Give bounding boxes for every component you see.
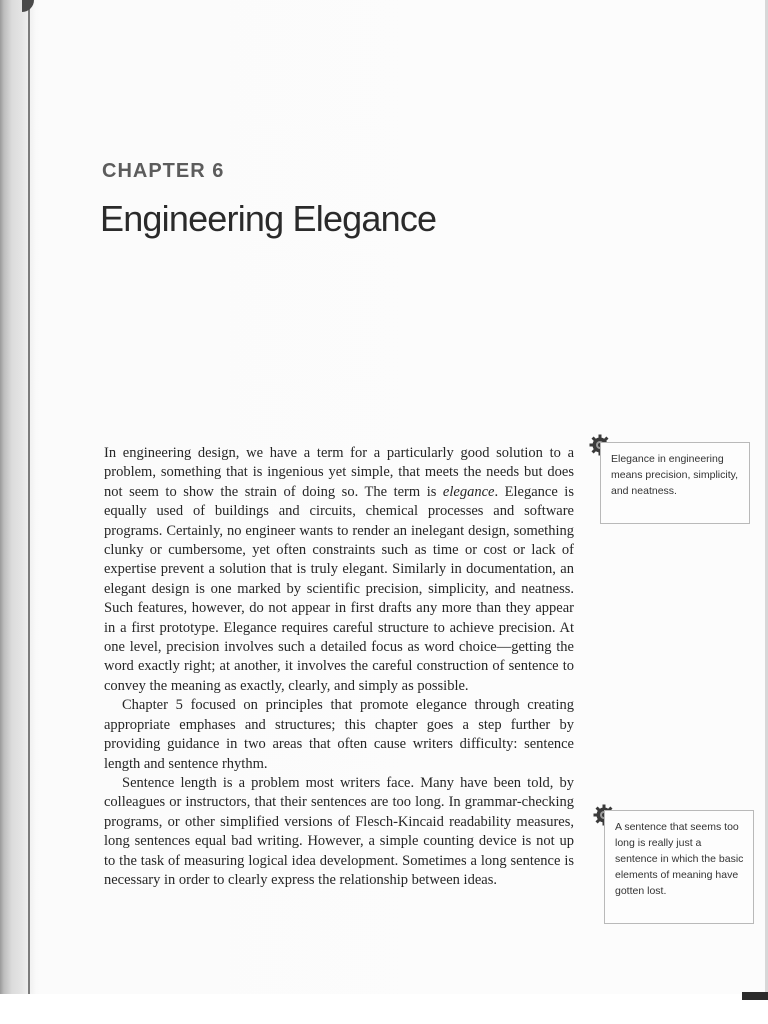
paragraph-1-start: In engineering design, we have a term for a particularly good solution to a problem, something that is ingenious yet simple, that meets the needs but does not seem to show the strain of doing so. The term is [104, 445, 574, 500]
book-spine-shadow [0, 0, 36, 994]
scan-bottom-margin [0, 994, 768, 1024]
margin-note-elegance: Elegance in engineering means precision, simplicity, and neatness. [600, 442, 750, 524]
paragraph-1-rest: . Elegance is equally used of buildings and circuits, chemical processes and software programs. Certainly, no engineer wants to render an inelegant design, something clunky or cumbersome, yet often constraints such as time or cost or lack of expertise prevent a solution that is truly elegant. Similarly in documentation, an elegant design is one marked by scientific precision, simplicity, and neatness. Such features, however, do not appear in first drafts any more than they appear in a first prototype. Elegance requires careful structure to achieve precision. At one level, precision involves such a detailed focus as word choice—getting the word exactly right; at another, it involves the careful construction of sentence to convey the meaning as exactly, clearly, and simply as possible. [104, 483, 574, 694]
margin-note-sentence-length: A sentence that seems too long is really just a sentence in which the basic elements of meaning have gotten lost. [604, 810, 754, 924]
paragraph-3: Sentence length is a problem most writers face. Many have been told, by colleagues or instructors, that their sentences are too long. In grammar-checking programs, or other simplified versions of Flesch-Kincaid readability measures, long sentences equal bad writing. However, a simple counting device is not up to the task of measuring logical idea development. Sometimes a long sentence is necessary in order to clearly express the relationship between ideas. [104, 774, 574, 888]
body-text [104, 444, 574, 890]
chapter-number: CHAPTER 6 [102, 160, 225, 182]
scan-edge-mark [742, 992, 768, 1000]
emphasized-term: elegance [442, 483, 495, 500]
paragraph-2: Chapter 5 focused on principles that promote elegance through creating appropriate emphases and structures; this chapter goes a step further by providing guidance in two areas that often cause writers difficulty: sentence length and sentence rhythm. [104, 697, 574, 772]
chapter-title: Engineering Elegance [100, 198, 437, 239]
paragraph-1 [104, 444, 574, 696]
